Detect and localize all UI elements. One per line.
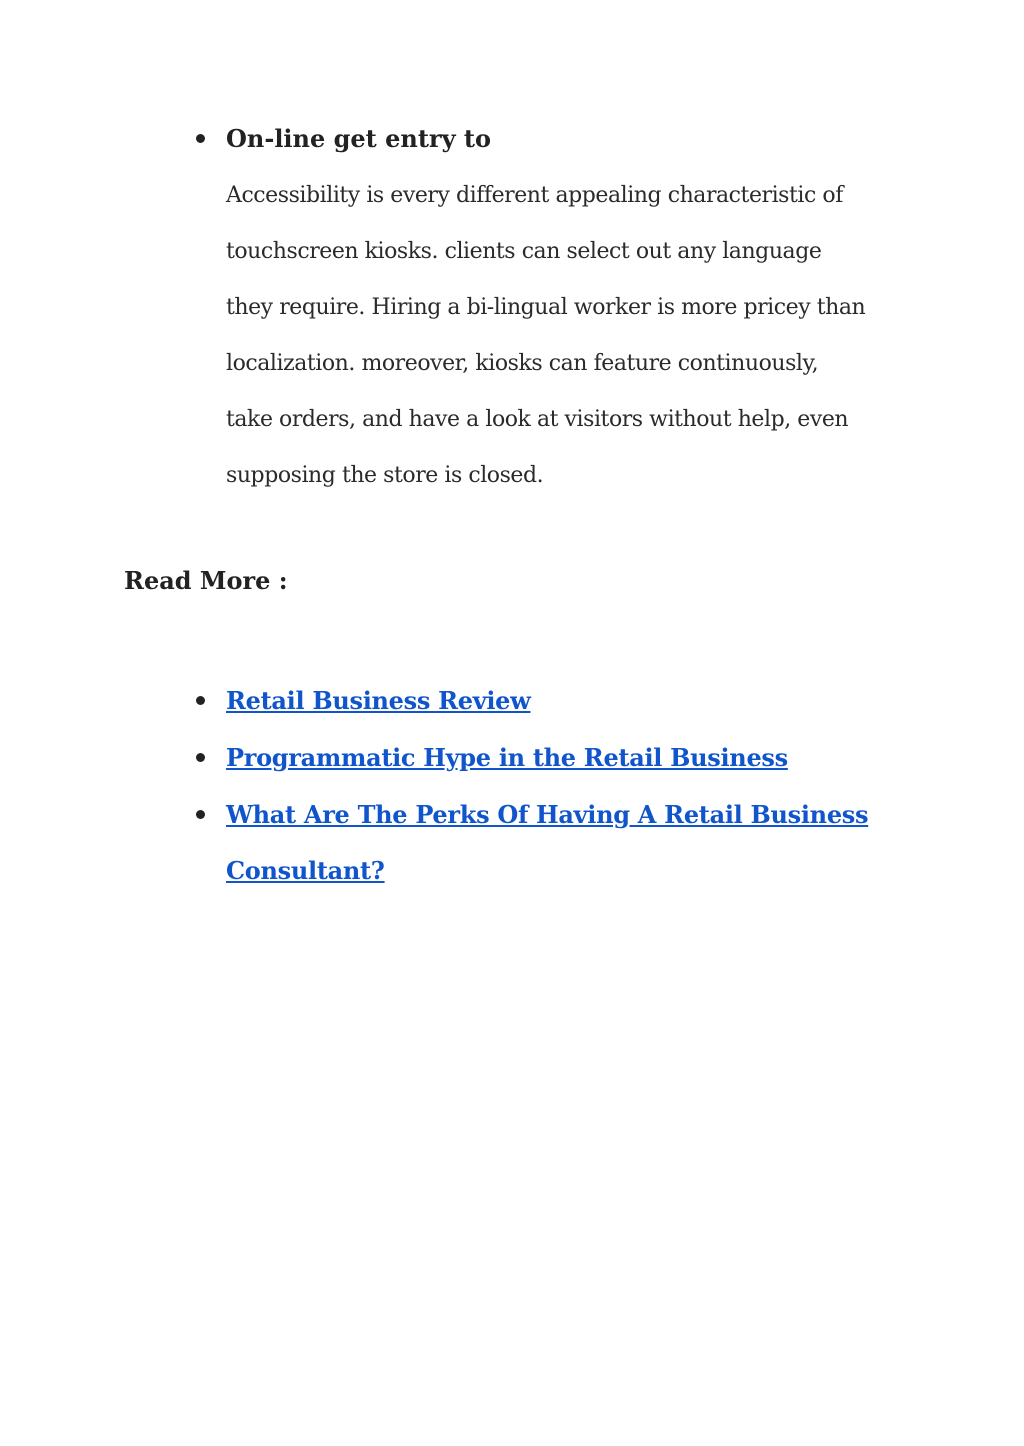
link-perks-consultant[interactable]: What Are The Perks Of Having A Retail Business (226, 800, 869, 829)
section-heading-item (196, 124, 491, 154)
link-programmatic-hype[interactable]: Programmatic Hype in the Retail Business (226, 743, 788, 772)
paragraph-line: touchscreen kiosks. clients can select out any language (226, 239, 822, 264)
bullet-icon (196, 134, 205, 143)
bullet-icon (196, 696, 205, 705)
link-retail-business-review[interactable]: Retail Business Review (226, 686, 531, 715)
paragraph-line: localization. moreover, kiosks can feature continuously, (226, 351, 819, 376)
paragraph-line: Accessibility is every different appealing characteristic of (226, 183, 843, 208)
paragraph-line: they require. Hiring a bi-lingual worker is more pricey than (226, 295, 866, 320)
paragraph-line: take orders, and have a look at visitors without help, even (226, 407, 849, 432)
bullet-icon (196, 810, 205, 819)
link-perks-consultant-continued[interactable]: Consultant? (226, 856, 385, 885)
section-heading: On-line get entry to (226, 124, 491, 153)
link-list-item (196, 686, 531, 716)
link-list-item (196, 743, 788, 773)
bullet-icon (196, 753, 205, 762)
read-more-label: Read More : (124, 566, 288, 595)
paragraph-line: supposing the store is closed. (226, 463, 544, 488)
section-paragraph (226, 168, 926, 504)
link-list-item (196, 800, 868, 830)
